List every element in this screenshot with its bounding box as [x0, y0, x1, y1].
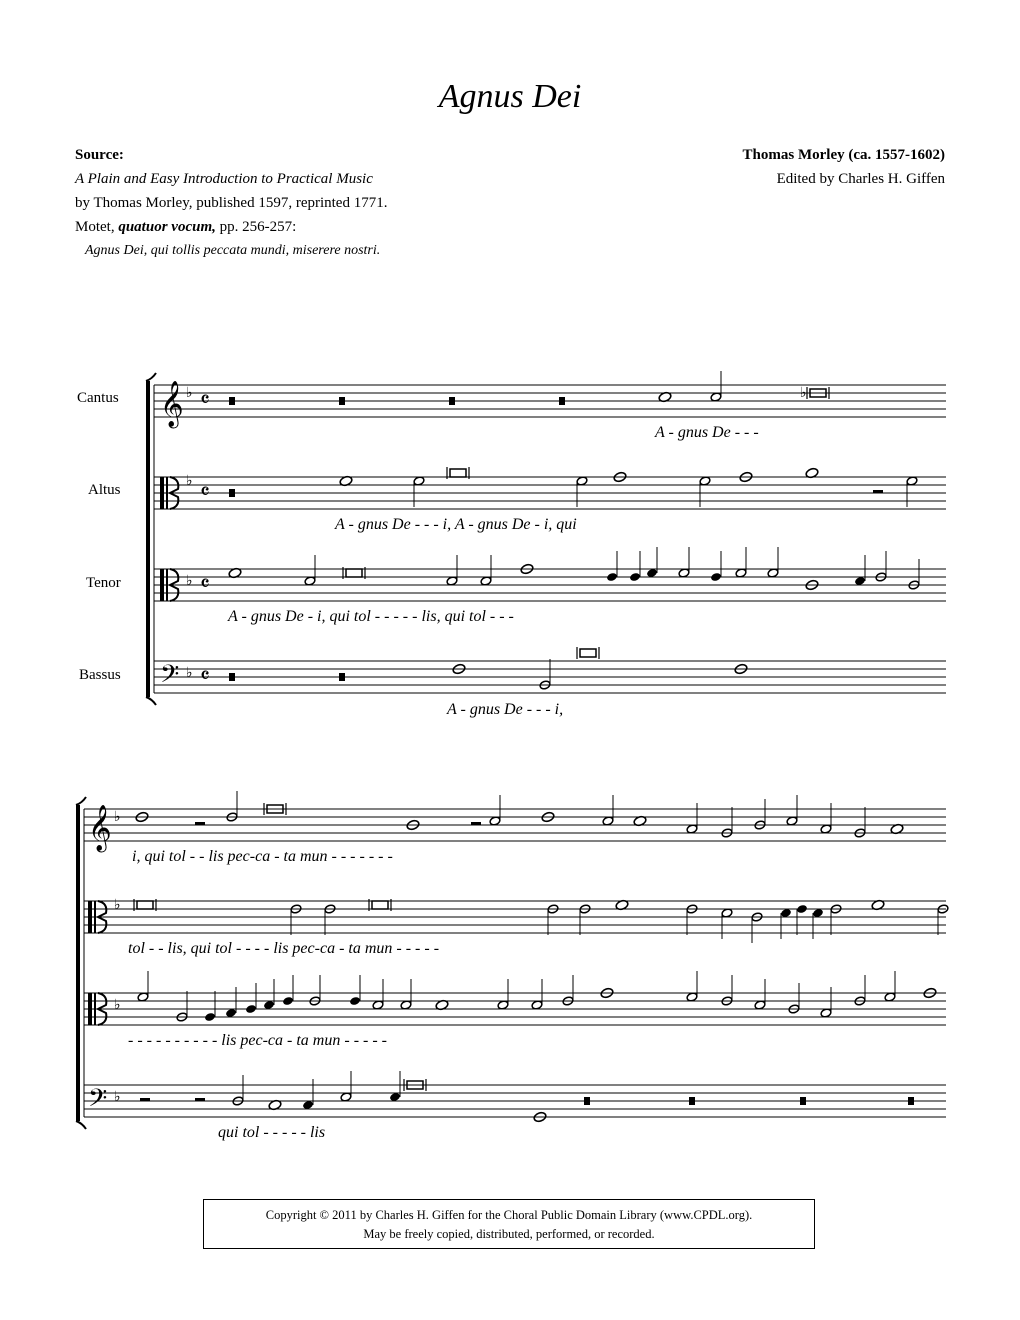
lyrics-s1-cantus: A - gnus De - - -: [655, 424, 759, 441]
c-clef-icon: [88, 993, 92, 1025]
quarter-note: [796, 904, 808, 914]
breve-note: [372, 901, 388, 909]
source-publication: by Thomas Morley, published 1597, reprinted 1771.: [75, 195, 388, 211]
quarter-note: [282, 996, 294, 1006]
system2-bracket-top: [76, 797, 86, 805]
page-title: Agnus Dei: [438, 78, 582, 115]
system1-bracket-top: [146, 373, 156, 381]
treble-clef-icon: 𝄞: [160, 381, 184, 427]
whole-rest: [908, 1097, 914, 1105]
breve-note: [137, 901, 153, 909]
flat-icon: ♭: [186, 473, 193, 489]
c-clef-icon: [88, 901, 92, 933]
time-signature-icon: 𝄴: [200, 572, 210, 597]
quarter-note: [710, 572, 722, 582]
voice-label-bassus: Bassus: [79, 667, 121, 683]
flat-icon: ♭: [114, 897, 121, 913]
lyrics-s1-altus: A - gnus De - - - i, A - gnus De - i, qui: [335, 516, 577, 533]
whole-rest: [229, 489, 235, 497]
lyrics-s1-tenor: A - gnus De - i, qui tol - - - - - lis, qui tol - - -: [228, 608, 514, 625]
flat-icon: ♭: [114, 809, 121, 825]
motet-name: quatuor vocum,: [118, 219, 216, 235]
whole-rest: [229, 673, 235, 681]
c-clef-icon: [94, 993, 96, 1025]
half-rest: [471, 822, 481, 825]
voice-label-altus: Altus: [88, 482, 121, 498]
lyrics-s2-cantus: i, qui tol - - lis pec-ca - ta mun - - - - - - -: [132, 848, 393, 865]
breve-note: [346, 569, 362, 577]
motet-pages: pp. 256-257:: [215, 219, 297, 235]
flat-icon: ♭: [800, 385, 807, 401]
system2-bracket: [76, 805, 80, 1121]
time-signature-icon: 𝄴: [200, 480, 210, 505]
editor-name: Edited by Charles H. Giffen: [776, 171, 945, 187]
whole-rest: [339, 673, 345, 681]
flat-icon: ♭: [114, 1089, 121, 1105]
c-clef-icon: [160, 569, 164, 601]
flat-icon: ♭: [186, 385, 193, 401]
copyright-line1: Copyright © 2011 by Charles H. Giffen for the Choral Public Domain Library (www.CPDL.org).: [265, 1208, 753, 1222]
flat-icon: ♭: [186, 573, 193, 589]
c-clef-icon: [94, 901, 96, 933]
c-clef-icon: [166, 477, 168, 509]
treble-clef-icon: 𝄞: [88, 805, 112, 851]
c-clef-icon: [160, 477, 164, 509]
time-signature-icon: 𝄴: [200, 388, 210, 413]
system1-bracket: [146, 381, 150, 697]
quarter-note: [349, 996, 361, 1006]
whole-rest: [584, 1097, 590, 1105]
half-rest: [873, 490, 883, 493]
whole-rest: [689, 1097, 695, 1105]
whole-rest: [800, 1097, 806, 1105]
time-signature-icon: 𝄴: [200, 664, 210, 689]
copyright-line2: May be freely copied, distributed, performed, or recorded.: [363, 1227, 655, 1241]
lyrics-s2-altus: tol - - lis, qui tol - - - - lis pec-ca - ta mun - - - - -: [128, 940, 440, 957]
breve-note: [450, 469, 466, 477]
c-clef-icon: [166, 569, 168, 601]
system2-bracket-bottom: [76, 1121, 86, 1129]
source-book: A Plain and Easy Introduction to Practical Music: [75, 171, 373, 187]
voice-label-cantus: Cantus: [77, 390, 119, 406]
whole-rest: [339, 397, 345, 405]
flat-icon: ♭: [114, 997, 121, 1013]
half-rest: [140, 1098, 150, 1101]
quarter-note: [606, 572, 618, 582]
composer-name: Thomas Morley (ca. 1557-1602): [742, 147, 945, 163]
half-rest: [195, 822, 205, 825]
source-heading: Source:: [75, 147, 124, 163]
whole-rest: [449, 397, 455, 405]
copyright-box: [203, 1199, 815, 1249]
voice-label-tenor: Tenor: [86, 575, 121, 591]
source-text: Agnus Dei, qui tollis peccata mundi, miserere nostri.: [85, 243, 381, 258]
quarter-note: [629, 572, 641, 582]
lyrics-s2-bassus: qui tol - - - - - lis: [218, 1124, 326, 1141]
quarter-note: [245, 1004, 257, 1014]
flat-icon: ♭: [186, 665, 193, 681]
whole-rest: [559, 397, 565, 405]
lyrics-s1-bassus: A - gnus De - - - i,: [447, 701, 564, 718]
breve-note: [580, 649, 596, 657]
bass-clef-icon: 𝄢: [88, 1084, 108, 1119]
lyrics-s2-tenor: - - - - - - - - - - lis pec-ca - ta mun - - - - -: [128, 1032, 387, 1049]
quarter-note: [204, 1012, 216, 1022]
bass-clef-icon: 𝄢: [160, 660, 180, 695]
system1-bracket-bottom: [146, 697, 156, 705]
whole-rest: [229, 397, 235, 405]
half-rest: [195, 1098, 205, 1101]
motet-prefix: Motet,: [75, 219, 119, 235]
